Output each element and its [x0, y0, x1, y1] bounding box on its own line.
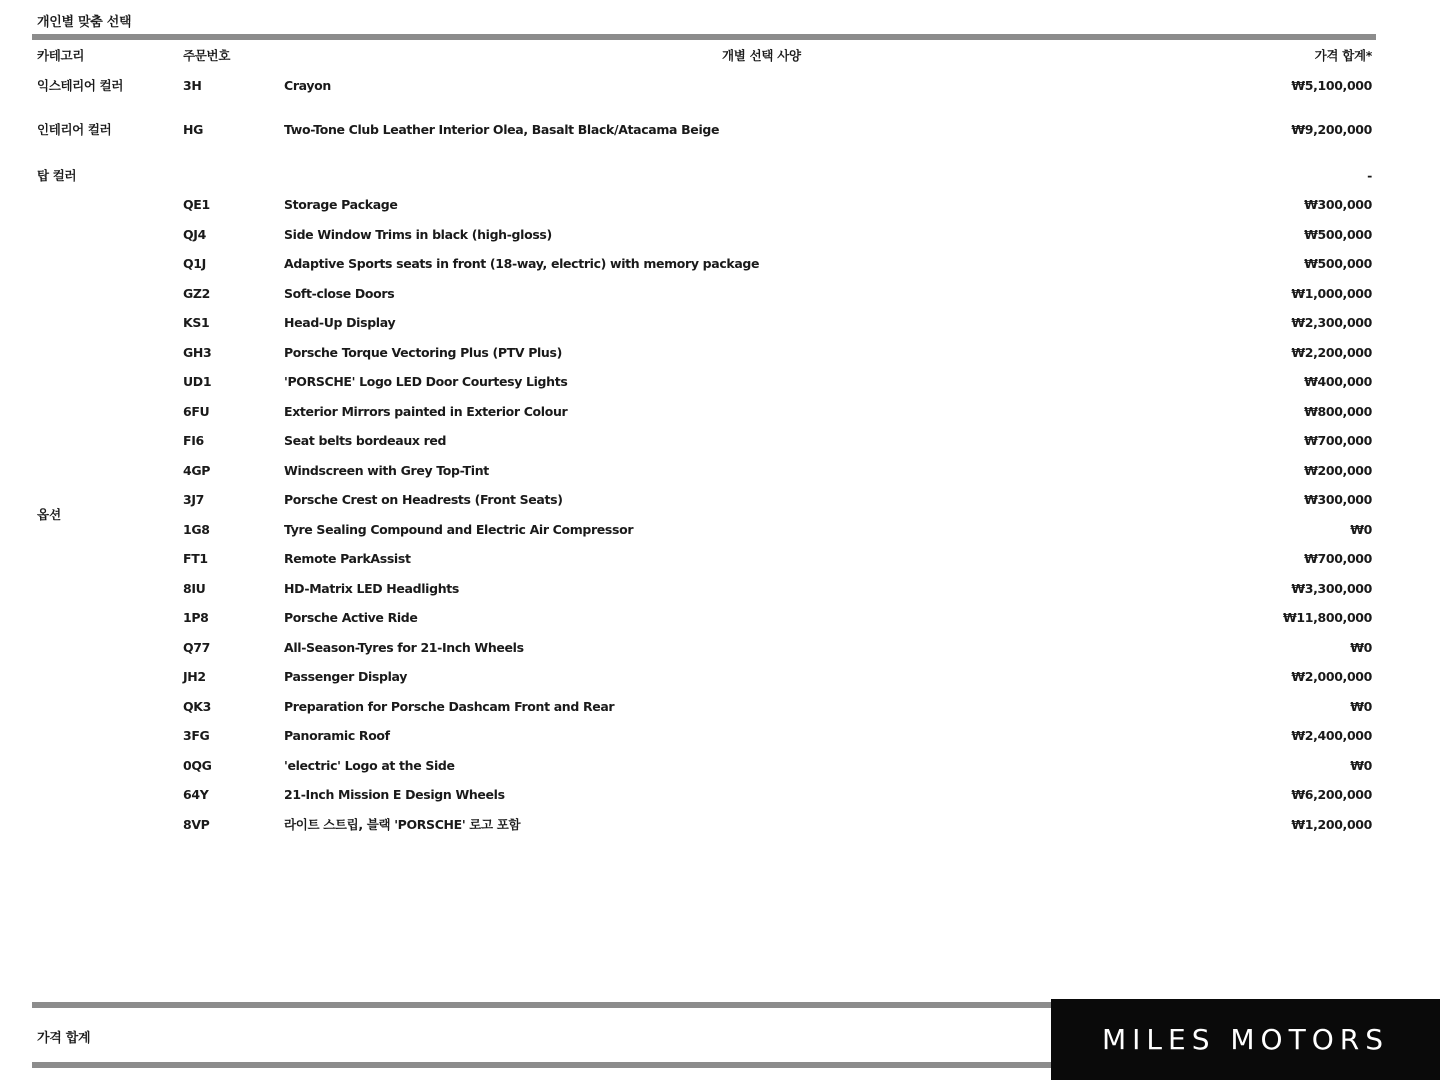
- row-price: ₩500,000: [1304, 256, 1372, 271]
- dealer-watermark: [1051, 999, 1440, 1080]
- table-row: [0, 668, 1440, 688]
- header-description: 개별 선택 사양: [722, 48, 801, 63]
- row-code: 3FG: [183, 728, 210, 743]
- row-code: HG: [183, 122, 204, 137]
- row-code: 6FU: [183, 403, 210, 419]
- row-price: ₩0: [1350, 757, 1372, 773]
- row-description: Adaptive Sports seats in front (18-way, electric) with memory package: [284, 256, 760, 271]
- row-code: FT1: [183, 551, 208, 566]
- header-price: 가격 합계*: [1314, 48, 1372, 63]
- row-price: ₩1,000,000: [1291, 285, 1372, 301]
- row-code: 64Y: [183, 787, 209, 802]
- total-price-label: 가격 합계: [37, 1031, 91, 1046]
- row-code: FI6: [183, 433, 204, 448]
- row-price: -: [1367, 168, 1372, 183]
- row-code: 1P8: [183, 610, 209, 625]
- table-row: [0, 167, 1440, 187]
- table-row: [0, 698, 1440, 718]
- row-code: QE1: [183, 197, 210, 212]
- table-row: [0, 521, 1440, 541]
- row-code: QK3: [183, 698, 211, 714]
- table-row: [0, 403, 1440, 423]
- row-description: 21-Inch Mission E Design Wheels: [284, 787, 505, 802]
- table-row: [0, 462, 1440, 482]
- row-description: Tyre Sealing Compound and Electric Air Compressor: [284, 521, 634, 537]
- row-description: Exterior Mirrors painted in Exterior Colour: [284, 403, 568, 419]
- row-description: All-Season-Tyres for 21-Inch Wheels: [284, 639, 524, 655]
- row-price: ₩1,200,000: [1291, 816, 1372, 832]
- row-code: GZ2: [183, 285, 210, 301]
- row-price: ₩0: [1350, 639, 1372, 655]
- row-description: Soft-close Doors: [284, 285, 395, 301]
- row-price: ₩11,800,000: [1282, 610, 1372, 625]
- table-header: [0, 46, 1440, 64]
- row-price: ₩300,000: [1304, 197, 1372, 212]
- table-row: [0, 121, 1440, 141]
- table-row: [0, 344, 1440, 364]
- row-price: ₩6,200,000: [1291, 787, 1372, 802]
- row-category: 익스테리어 컬러: [37, 78, 124, 93]
- row-description: HD-Matrix LED Headlights: [284, 580, 459, 596]
- row-description: Porsche Torque Vectoring Plus (PTV Plus): [284, 344, 562, 360]
- row-code: 8IU: [183, 580, 206, 596]
- row-price: ₩800,000: [1304, 403, 1372, 419]
- table-row: [0, 226, 1440, 246]
- row-code: Q1J: [183, 256, 206, 271]
- table-row: [0, 727, 1440, 747]
- row-price: ₩700,000: [1304, 551, 1372, 566]
- table-row: [0, 757, 1440, 777]
- top-divider: [32, 34, 1376, 40]
- row-code: 3H: [183, 78, 202, 93]
- table-row: [0, 314, 1440, 334]
- table-row: [0, 255, 1440, 275]
- row-price: ₩500,000: [1304, 226, 1372, 242]
- row-description: Preparation for Porsche Dashcam Front and Rear: [284, 698, 615, 714]
- row-code: 3J7: [183, 492, 204, 507]
- row-price: ₩0: [1350, 521, 1372, 537]
- table-row: [0, 196, 1440, 216]
- row-code: 8VP: [183, 816, 210, 832]
- row-code: JH2: [183, 669, 206, 684]
- row-code: 0QG: [183, 757, 212, 773]
- row-description: Passenger Display: [284, 669, 408, 684]
- row-code: KS1: [183, 315, 210, 330]
- row-description: Porsche Active Ride: [284, 610, 418, 625]
- row-price: ₩3,300,000: [1291, 580, 1372, 596]
- row-description: Crayon: [284, 78, 331, 93]
- row-code: GH3: [183, 344, 212, 360]
- table-row: [0, 550, 1440, 570]
- row-code: UD1: [183, 374, 212, 389]
- row-price: ₩2,000,000: [1291, 669, 1372, 684]
- row-price: ₩400,000: [1304, 374, 1372, 389]
- row-price: ₩5,100,000: [1291, 78, 1372, 93]
- table-row: [0, 786, 1440, 806]
- header-category: 카테고리: [37, 48, 85, 63]
- options-category-label: 옵션: [37, 507, 62, 522]
- header-order-code: 주문번호: [183, 48, 231, 63]
- row-category: 탑 컬러: [37, 168, 77, 183]
- row-description: Panoramic Roof: [284, 728, 390, 743]
- row-description: 'PORSCHE' Logo LED Door Courtesy Lights: [284, 374, 568, 389]
- section-title: 개인별 맞춤 선택: [37, 15, 132, 30]
- row-description: Head-Up Display: [284, 315, 396, 330]
- row-description: Seat belts bordeaux red: [284, 433, 447, 448]
- row-code: 4GP: [183, 462, 211, 478]
- row-description: Porsche Crest on Headrests (Front Seats): [284, 492, 563, 507]
- row-price: ₩200,000: [1304, 462, 1372, 478]
- dealer-watermark-text: MILES MOTORS: [1102, 1023, 1389, 1056]
- row-code: 1G8: [183, 521, 210, 537]
- row-price: ₩9,200,000: [1291, 122, 1372, 137]
- row-description: Side Window Trims in black (high-gloss): [284, 226, 552, 242]
- table-row: [0, 432, 1440, 452]
- table-row: [0, 285, 1440, 305]
- row-description: Storage Package: [284, 197, 398, 212]
- table-row: [0, 609, 1440, 629]
- row-code: QJ4: [183, 226, 206, 242]
- row-category: 인테리어 컬러: [37, 122, 112, 137]
- row-price: ₩2,200,000: [1291, 344, 1372, 360]
- row-description: 라이트 스트립, 블랙 'PORSCHE' 로고 포함: [284, 816, 521, 832]
- row-price: ₩2,400,000: [1291, 728, 1372, 743]
- table-row: [0, 491, 1440, 511]
- table-row: [0, 373, 1440, 393]
- row-description: Windscreen with Grey Top-Tint: [284, 462, 489, 478]
- table-row: [0, 639, 1440, 659]
- table-row: [0, 816, 1440, 836]
- table-row: [0, 77, 1440, 97]
- row-description: Two-Tone Club Leather Interior Olea, Basalt Black/Atacama Beige: [284, 122, 720, 137]
- table-row: [0, 580, 1440, 600]
- row-code: Q77: [183, 639, 210, 655]
- row-description: 'electric' Logo at the Side: [284, 757, 455, 773]
- row-description: Remote ParkAssist: [284, 551, 411, 566]
- row-price: ₩300,000: [1304, 492, 1372, 507]
- row-price: ₩0: [1350, 698, 1372, 714]
- row-price: ₩700,000: [1304, 433, 1372, 448]
- row-price: ₩2,300,000: [1291, 315, 1372, 330]
